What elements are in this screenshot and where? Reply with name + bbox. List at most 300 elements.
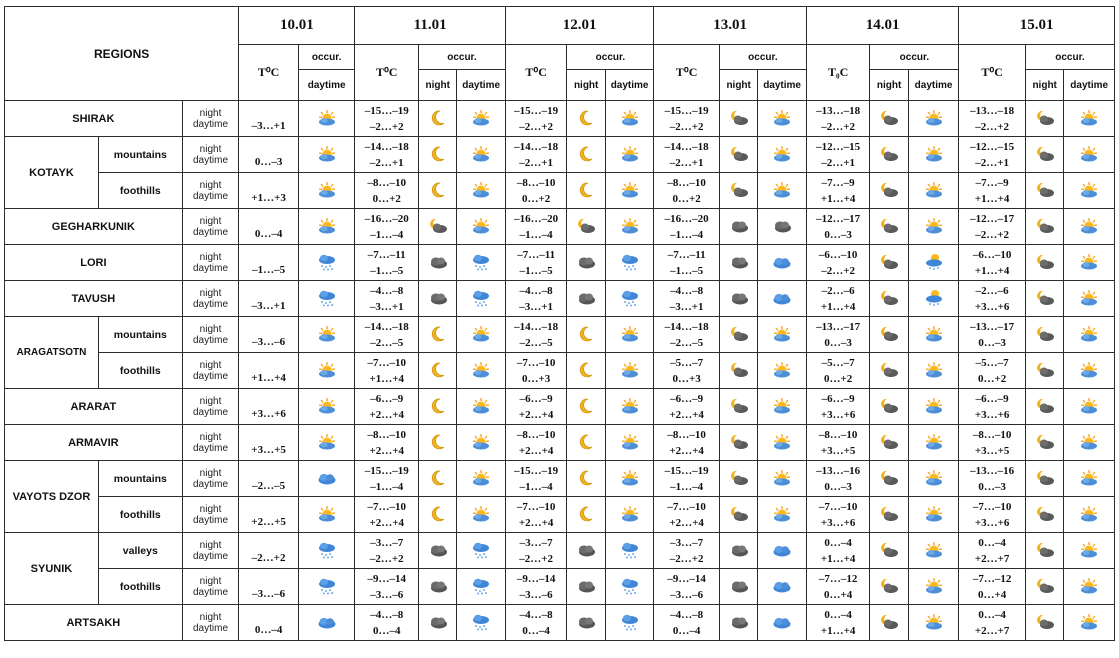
partly-cloudy-sun-icon — [298, 209, 355, 245]
temp-range — [505, 533, 567, 569]
night-temp: 0…–4 — [978, 536, 1006, 549]
temp-range — [806, 497, 870, 533]
temp-range — [806, 281, 870, 317]
cloud-icon — [719, 209, 757, 245]
daytime-temp: +2…+4 — [369, 516, 404, 529]
daytime-temp: –1…–5 — [670, 264, 704, 277]
daytime-temp: –2…+1 — [519, 156, 554, 169]
region-name: SHIRAK — [5, 101, 183, 137]
daytime-temp: +2…+4 — [518, 444, 554, 457]
daytime-temp: –2…+2 — [975, 228, 1010, 241]
partly-cloudy-sun-icon — [298, 497, 355, 533]
cloudy-moon-icon — [719, 389, 757, 425]
daytime-label: daytime — [193, 586, 229, 598]
daytime-temp: –3…+1 — [519, 300, 554, 313]
temp-header: T⁰C — [959, 45, 1026, 101]
night-temp: –14…–18 — [514, 320, 559, 333]
temp-range — [654, 137, 720, 173]
night-temp: –8…–10 — [818, 428, 858, 441]
sun-snow-cloud-icon — [908, 245, 959, 281]
date-header: 11.01 — [355, 7, 505, 45]
daytime-temp: +1…+4 — [369, 372, 404, 385]
cloudy-moon-icon — [719, 101, 757, 137]
subregion-name: foothills — [98, 497, 182, 533]
daytime-temp: 0…+4 — [824, 588, 853, 601]
night-temp: –4…–8 — [370, 608, 404, 621]
cloudy-moon-icon — [719, 173, 757, 209]
partly-cloudy-sun-icon — [457, 317, 505, 353]
subregion-name: mountains — [98, 461, 182, 497]
cloudy-moon-icon — [870, 461, 908, 497]
daytime-temp: 0…+4 — [978, 588, 1007, 601]
temp-range — [654, 281, 720, 317]
table-row — [5, 173, 1115, 209]
daytime-label: daytime — [193, 334, 229, 346]
partly-cloudy-sun-icon — [758, 137, 806, 173]
temp-range — [654, 173, 720, 209]
night-temp: –3…–7 — [519, 536, 553, 549]
night-daytime-label — [182, 137, 239, 173]
moon-icon — [567, 353, 605, 389]
occur-header: occur. — [298, 45, 355, 70]
night-daytime-label — [182, 605, 239, 641]
daytime-temp: +1…+4 — [974, 264, 1010, 277]
daytime-header: daytime — [1064, 70, 1115, 101]
temp-range — [239, 353, 299, 389]
region-name: TAVUSH — [5, 281, 183, 317]
temp-range — [239, 101, 299, 137]
blue-cloud-icon — [758, 281, 806, 317]
night-temp: –7…–10 — [367, 356, 406, 369]
partly-cloudy-sun-icon — [457, 209, 505, 245]
daytime-header: daytime — [457, 70, 505, 101]
cloudy-moon-icon — [1025, 101, 1063, 137]
partly-cloudy-sun-icon — [908, 317, 959, 353]
temp-range — [959, 497, 1026, 533]
temp-range — [654, 209, 720, 245]
night-temp: –16…–20 — [364, 212, 409, 225]
night-label: night — [199, 215, 222, 227]
night-label: night — [199, 467, 222, 479]
temp-range — [806, 605, 870, 641]
occur-header: occur. — [870, 45, 959, 70]
temp-range — [355, 317, 419, 353]
daytime-temp: –2…+2 — [669, 120, 704, 133]
temp-range — [806, 533, 870, 569]
moon-icon — [567, 425, 605, 461]
daytime-temp: –2…+2 — [821, 264, 856, 277]
subregion-name: foothills — [98, 173, 182, 209]
night-temp: –7…–10 — [516, 356, 556, 369]
daytime-temp: –3…–6 — [252, 335, 286, 348]
partly-cloudy-sun-icon — [605, 497, 653, 533]
temp-range — [959, 209, 1026, 245]
partly-cloudy-sun-icon — [1064, 605, 1115, 641]
cloudy-moon-icon — [1025, 209, 1063, 245]
daytime-label: daytime — [193, 514, 229, 526]
partly-cloudy-sun-icon — [1064, 245, 1115, 281]
region-name: ARTSAKH — [5, 605, 183, 641]
region-name: LORI — [5, 245, 183, 281]
cloudy-moon-icon — [719, 353, 757, 389]
temp-range — [505, 353, 567, 389]
blue-cloud-icon — [758, 245, 806, 281]
partly-cloudy-sun-icon — [457, 497, 505, 533]
night-temp: –8…–10 — [367, 428, 406, 441]
daytime-label: daytime — [193, 226, 229, 238]
cloud-icon — [567, 245, 605, 281]
temp-header: T⁰C — [239, 45, 299, 101]
partly-cloudy-sun-icon — [298, 353, 355, 389]
partly-cloudy-sun-icon — [1064, 425, 1115, 461]
partly-cloudy-sun-icon — [908, 569, 959, 605]
temp-header: T⁰C — [654, 45, 720, 101]
cloudy-moon-icon — [719, 497, 757, 533]
night-label: night — [199, 359, 222, 371]
cloudy-moon-icon — [1025, 317, 1063, 353]
night-temp: –8…–10 — [667, 176, 706, 189]
partly-cloudy-sun-icon — [298, 317, 355, 353]
snow-cloud-icon — [457, 605, 505, 641]
night-temp: –14…–18 — [514, 140, 559, 153]
date-header: 12.01 — [505, 7, 653, 45]
cloud-icon — [419, 281, 457, 317]
daytime-temp: –2…–5 — [370, 336, 404, 349]
cloudy-moon-icon — [719, 317, 757, 353]
daytime-label: daytime — [193, 550, 229, 562]
cloudy-moon-icon — [870, 317, 908, 353]
night-header: night — [719, 70, 757, 101]
night-temp: –7…–10 — [516, 500, 556, 513]
daytime-temp: –2…+1 — [975, 156, 1010, 169]
temp-range — [505, 101, 567, 137]
temp-range — [355, 497, 419, 533]
daytime-label: daytime — [193, 442, 229, 454]
night-temp: –8…–10 — [972, 428, 1012, 441]
cloud-icon — [419, 245, 457, 281]
daytime-temp: +1…+4 — [820, 624, 856, 637]
night-temp: 0…–4 — [824, 536, 852, 549]
night-temp: –6…–9 — [975, 392, 1009, 405]
daytime-temp: +3…+6 — [820, 516, 856, 529]
daytime-temp: –2…+1 — [369, 156, 404, 169]
temp-range — [355, 461, 419, 497]
night-temp: –12…–15 — [970, 140, 1015, 153]
partly-cloudy-sun-icon — [605, 425, 653, 461]
night-label: night — [199, 395, 222, 407]
partly-cloudy-sun-icon — [908, 173, 959, 209]
temp-range — [806, 137, 870, 173]
region-name: ARAGATSOTN — [5, 317, 99, 389]
cloudy-moon-icon — [1025, 353, 1063, 389]
daytime-label: daytime — [193, 190, 229, 202]
night-daytime-label — [182, 245, 239, 281]
daytime-temp: +3…+5 — [974, 444, 1010, 457]
night-temp: –6…–9 — [519, 392, 553, 405]
cloudy-moon-icon — [870, 425, 908, 461]
night-temp: –6…–10 — [972, 248, 1012, 261]
temp-range — [355, 425, 419, 461]
daytime-header: daytime — [758, 70, 806, 101]
temp-header: T⁰C — [505, 45, 567, 101]
night-temp: –7…–9 — [821, 176, 855, 189]
partly-cloudy-sun-icon — [908, 101, 959, 137]
daytime-temp: –2…+1 — [669, 156, 704, 169]
temp-range — [654, 497, 720, 533]
occur-header: occur. — [567, 45, 654, 70]
night-daytime-label — [182, 389, 239, 425]
cloudy-moon-icon — [1025, 569, 1063, 605]
night-daytime-label — [182, 101, 239, 137]
night-label: night — [199, 143, 222, 155]
daytime-temp: –3…+1 — [369, 300, 404, 313]
daytime-temp: +2…+7 — [974, 552, 1010, 565]
night-temp: –12…–17 — [970, 212, 1015, 225]
night-daytime-label — [182, 497, 239, 533]
weather-forecast-table — [4, 6, 1115, 641]
snow-cloud-icon — [605, 569, 653, 605]
subregion-name: valleys — [98, 533, 182, 569]
night-temp: –4…–8 — [519, 284, 553, 297]
table-row — [5, 389, 1115, 425]
temp-range — [355, 137, 419, 173]
temp-range — [239, 605, 299, 641]
daytime-temp: 0…–4 — [672, 624, 701, 637]
subregion-name: mountains — [98, 317, 182, 353]
cloudy-moon-icon — [870, 101, 908, 137]
temp-range — [806, 173, 870, 209]
temp-range — [505, 497, 567, 533]
night-label: night — [199, 323, 222, 335]
snow-cloud-icon — [298, 245, 355, 281]
cloud-icon — [419, 605, 457, 641]
daytime-temp: +1…+4 — [820, 300, 856, 313]
night-temp: –6…–10 — [818, 248, 858, 261]
subregion-name: foothills — [98, 353, 182, 389]
temp-range — [505, 461, 567, 497]
temp-range — [355, 389, 419, 425]
temp-range — [239, 245, 299, 281]
date-header: 13.01 — [654, 7, 807, 45]
cloudy-moon-icon — [567, 209, 605, 245]
daytime-temp: –1…–5 — [519, 264, 553, 277]
cloud-icon — [719, 281, 757, 317]
partly-cloudy-sun-icon — [1064, 461, 1115, 497]
cloud-icon — [719, 245, 757, 281]
moon-icon — [419, 173, 457, 209]
daytime-temp: 0…+2 — [372, 192, 401, 205]
snow-cloud-icon — [457, 281, 505, 317]
snow-cloud-icon — [298, 533, 355, 569]
daytime-temp: –2…+2 — [369, 120, 404, 133]
temp-range — [959, 605, 1026, 641]
daytime-header: daytime — [908, 70, 959, 101]
night-temp: –3…–7 — [670, 536, 704, 549]
daytime-temp: –2…+2 — [519, 552, 554, 565]
night-daytime-label — [182, 209, 239, 245]
partly-cloudy-sun-icon — [457, 389, 505, 425]
temp-range — [654, 353, 720, 389]
night-temp: –7…–11 — [367, 248, 406, 261]
moon-icon — [567, 497, 605, 533]
daytime-temp: 0…–4 — [372, 624, 401, 637]
partly-cloudy-sun-icon — [1064, 569, 1115, 605]
partly-cloudy-sun-icon — [908, 605, 959, 641]
region-name: ARARAT — [5, 389, 183, 425]
night-temp: –15…–19 — [664, 104, 709, 117]
night-label: night — [199, 431, 222, 443]
night-temp: –9…–14 — [367, 572, 406, 585]
temp-range — [959, 461, 1026, 497]
night-temp: –8…–10 — [516, 176, 556, 189]
night-temp: –7…–10 — [667, 500, 706, 513]
daytime-temp: +2…+4 — [369, 444, 404, 457]
cloudy-moon-icon — [870, 605, 908, 641]
cloud-icon — [567, 605, 605, 641]
partly-cloudy-sun-icon — [908, 389, 959, 425]
occur-header: occur. — [719, 45, 806, 70]
night-temp: –14…–18 — [364, 320, 409, 333]
night-temp: –5…–7 — [670, 356, 704, 369]
night-temp: –15…–19 — [514, 464, 559, 477]
daytime-label: daytime — [193, 118, 229, 130]
forecast-body — [5, 101, 1115, 641]
snow-cloud-icon — [605, 281, 653, 317]
moon-icon — [567, 101, 605, 137]
table-row — [5, 101, 1115, 137]
daytime-temp: +2…+4 — [669, 516, 704, 529]
temp-range — [959, 425, 1026, 461]
daytime-temp: –2…+2 — [251, 551, 286, 564]
daytime-temp: 0…–3 — [254, 155, 283, 168]
table-row — [5, 461, 1115, 497]
partly-cloudy-sun-icon — [758, 497, 806, 533]
temp-range — [239, 317, 299, 353]
daytime-temp: +2…+5 — [251, 515, 286, 528]
moon-icon — [567, 389, 605, 425]
daytime-temp: +3…+6 — [974, 408, 1010, 421]
temp-range — [239, 533, 299, 569]
blue-cloud-icon — [298, 605, 355, 641]
partly-cloudy-sun-icon — [1064, 281, 1115, 317]
temp-range — [355, 281, 419, 317]
moon-icon — [419, 425, 457, 461]
region-name: KOTAYK — [5, 137, 99, 209]
temp-range — [654, 245, 720, 281]
table-row — [5, 209, 1115, 245]
moon-icon — [419, 137, 457, 173]
daytime-label: daytime — [193, 262, 229, 274]
blue-cloud-icon — [758, 569, 806, 605]
snow-cloud-icon — [457, 533, 505, 569]
snow-cloud-icon — [457, 245, 505, 281]
temp-range — [959, 353, 1026, 389]
night-temp: –5…–7 — [821, 356, 855, 369]
daytime-temp: 0…–4 — [254, 227, 283, 240]
daytime-temp: –2…–5 — [670, 336, 704, 349]
partly-cloudy-sun-icon — [758, 461, 806, 497]
daytime-temp: –2…–5 — [519, 336, 553, 349]
partly-cloudy-sun-icon — [758, 101, 806, 137]
daytime-temp: –2…+2 — [975, 120, 1010, 133]
daytime-temp: 0…–3 — [978, 480, 1006, 493]
night-temp: –13…–18 — [970, 104, 1015, 117]
partly-cloudy-sun-icon — [908, 461, 959, 497]
table-row — [5, 533, 1115, 569]
cloudy-moon-icon — [870, 137, 908, 173]
partly-cloudy-sun-icon — [1064, 101, 1115, 137]
cloudy-moon-icon — [719, 137, 757, 173]
night-temp: –12…–17 — [816, 212, 861, 225]
daytime-temp: +1…+4 — [820, 192, 856, 205]
cloudy-moon-icon — [870, 281, 908, 317]
daytime-temp: 0…–3 — [824, 480, 852, 493]
daytime-temp: +2…+4 — [669, 408, 704, 421]
cloudy-moon-icon — [870, 569, 908, 605]
daytime-temp: +1…+4 — [251, 371, 286, 384]
night-label: night — [199, 503, 222, 515]
night-label: night — [199, 611, 222, 623]
temp-range — [959, 317, 1026, 353]
temp-range — [505, 605, 567, 641]
daytime-temp: –1…–4 — [519, 480, 553, 493]
night-temp: –7…–10 — [367, 500, 406, 513]
moon-icon — [567, 461, 605, 497]
temp-range — [959, 101, 1026, 137]
temp-range — [959, 245, 1026, 281]
daytime-temp: –1…–4 — [519, 228, 553, 241]
daytime-temp: +2…+7 — [974, 624, 1010, 637]
night-daytime-label — [182, 353, 239, 389]
temp-header: T⁰C — [355, 45, 419, 101]
occur-header: occur. — [1025, 45, 1114, 70]
daytime-temp: –3…+1 — [251, 119, 286, 132]
temp-range — [806, 569, 870, 605]
night-temp: –15…–19 — [664, 464, 709, 477]
daytime-temp: 0…+2 — [824, 372, 853, 385]
snow-cloud-icon — [605, 245, 653, 281]
temp-range — [959, 173, 1026, 209]
night-temp: –14…–18 — [364, 140, 409, 153]
temp-range — [239, 569, 299, 605]
daytime-label: daytime — [193, 622, 229, 634]
temp-range — [654, 389, 720, 425]
night-temp: –13…–16 — [816, 464, 861, 477]
daytime-label: daytime — [193, 370, 229, 382]
temp-range — [239, 497, 299, 533]
cloud-icon — [567, 281, 605, 317]
night-temp: –7…–10 — [972, 500, 1012, 513]
snow-cloud-icon — [457, 569, 505, 605]
table-row — [5, 425, 1115, 461]
partly-cloudy-sun-icon — [758, 173, 806, 209]
cloud-icon — [419, 569, 457, 605]
subregion-name: foothills — [98, 569, 182, 605]
daytime-temp: –3…–6 — [370, 588, 404, 601]
night-header: night — [567, 70, 605, 101]
night-temp: –15…–19 — [364, 464, 409, 477]
night-temp: –3…–7 — [370, 536, 404, 549]
daytime-temp: –1…–4 — [670, 228, 704, 241]
cloudy-moon-icon — [1025, 497, 1063, 533]
table-row — [5, 245, 1115, 281]
cloud-icon — [719, 569, 757, 605]
partly-cloudy-sun-icon — [605, 461, 653, 497]
temp-range — [239, 281, 299, 317]
temp-range — [806, 353, 870, 389]
partly-cloudy-sun-icon — [605, 209, 653, 245]
night-temp: –8…–10 — [367, 176, 406, 189]
